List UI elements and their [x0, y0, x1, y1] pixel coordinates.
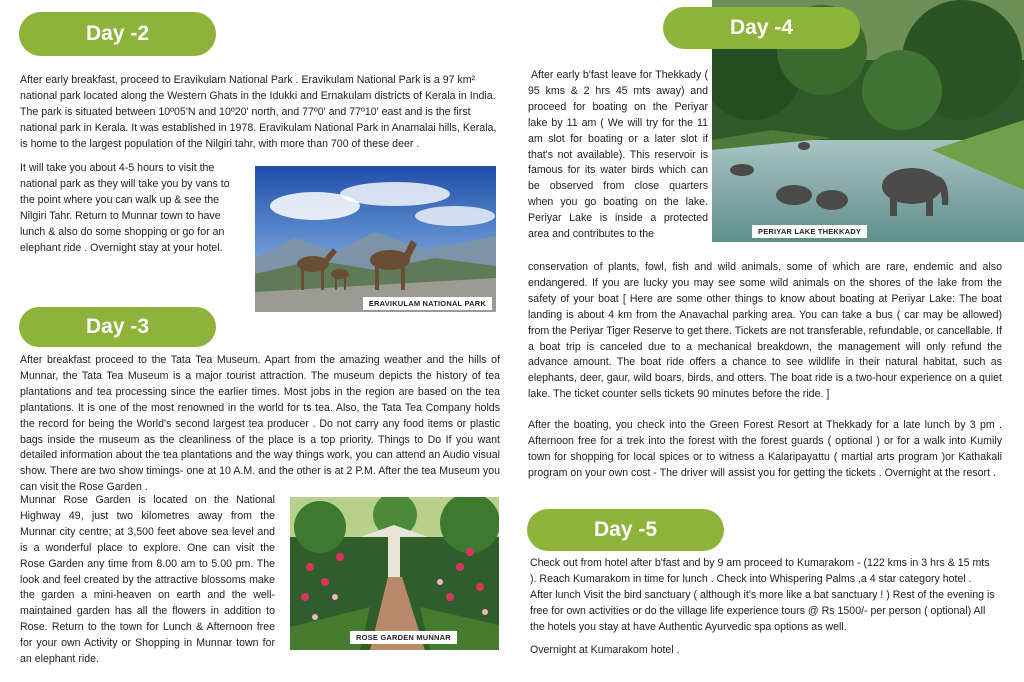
eravikulam-caption: ERAVIKULAM NATIONAL PARK	[363, 297, 492, 310]
day-4-label: Day -4	[729, 16, 794, 39]
day-5-kumarakom-text: Check out from hotel after b'fast and by 9 am proceed to Kumarakom - (122 kms in 3 hrs & 15 mts ). Reach Kumarakom in time for lunch . Check into Whispering Palms ,a 4 star category hotel . After lunch Visit the bird sanctuary ( although it's more like a bat sanctuary ! ) Rest of the evening is free for own activities or do the village life experience tours @ Rs 1500/- per person ( optional) All the hotels you stay at have Authentic Ayurvedic spa options as well.	[530, 557, 995, 633]
day-4-badge	[663, 7, 860, 49]
day-5-badge	[527, 509, 724, 551]
day-2-details-text: It will take you about 4-5 hours to visit the national park as they will take you by vans to the point where you can walk up & see the Nilgiri Tahr. Return to Munnar town to have lunch & also do some shopping or go for an elephant ride . Overnight stay at your hotel.	[20, 162, 230, 254]
day-3-label: Day -3	[85, 315, 150, 338]
periyar-lake-caption: PERIYAR LAKE THEKKADY	[752, 225, 867, 238]
day-3-badge	[19, 307, 216, 347]
day-4-periyar-boating-text: conservation of plants, fowl, fish and wild animals, some of which are rare, endemic and also endangered. If you are lucky you may see some wild animals on the shores of the lake from the safety of your boat [ Here are some other things to know about boating at Periyar Lake: The boat landing is about 4 km from the Anavachal parking area. You can take a bus ( car may be allowed) from the Periyar Tiger Reserve to get there. Tickets are not transferable, refundable, or cancellable. If a boat trip is canceled due to a mechanical breakdown, the management will only refund the advance amount. The boat ride offers a chance to see wildlife in their natural habitat, such as elephants, deer, gaur, wild boars, birds, and otters. The boat ride is a two-hour experience on a quiet lake. The ticket counter sells tickets 90 minutes before the ride. ]	[528, 261, 1002, 401]
day-2-intro-text: After early breakfast, proceed to Eravikulam National Park . Eravikulam National Park is a 97 km² national park located along the Western Ghats in the Idukki and Ernakulam districts of Kerala in India. The park is situated between 10º05'N and 10º20' north, and 77º0' and 77º10' east and is the first national park in Kerala. It was established in 1978. Eravikulam National Park in Anamalai hills, Kerala, is home to the largest population of the Nilgiri tahr, with more than 700 of these deer .	[20, 74, 497, 150]
day-2-label: Day -2	[85, 22, 150, 45]
day-4-thekkady-text: After early b'fast leave for Thekkady ( 95 kms & 2 hrs 45 mts away) and proceed for boating on the Periyar lake by 11 am ( We will try for the 11 am slot for boating or a later slot if that's not available). This reservoir is famous for its water birds which can be observed from close quarters when you go boating on the lake. Periyar Lake is inside a protected area and contributes to the	[528, 69, 708, 241]
day-5-overnight-text: Overnight at Kumarakom hotel .	[530, 644, 680, 656]
day-4-resort-text: After the boating, you check into the Green Forest Resort at Thekkady for a late lunch by 3 pm . Afternoon free for a trek into the forest with the forest guards ( optional ) or for a walk into Kumily town for shopping for local spices or to witness a Kalaripayattu ( martial arts program )or Kathakali program on your own cost - The driver will assist you for getting the tickets . Overnight at the resort .	[528, 419, 1002, 479]
day-2-badge	[19, 12, 216, 56]
day-3-museum-text: After breakfast proceed to the Tata Tea Museum. Apart from the amazing weather and the hills of Munnar, the Tata Tea Museum is a major tourist attraction. The museum depicts the history of tea plantations and tea processing since the earlier times. Most jobs in the region are based on the tea plantations. It is one of the most renowned in the world for ts tea. Also, the Tata Tea Company holds the record for being the World's second largest tea producer . Do not carry any food items or plastic bags inside the museum as the cleanliness of the place is a top priority. Things to Do If you want detailed information about the tea plantations and the way things work, you can attend an Audio visual show. There are two show timings- one at 10 A.M. and the other is at 2 P.M. After the tea Museum you can visit the Rose Garden .	[20, 354, 500, 494]
rose-garden-photo	[290, 497, 499, 650]
rose-garden-caption: ROSE GARDEN MUNNAR	[350, 631, 457, 644]
rose-garden-image	[290, 497, 499, 650]
day-3-rose-garden-text: Munnar Rose Garden is located on the National Highway 49, just two kilometres away from the Munnar city centre; at 3,500 feet above sea level and is a wonderful place to explore. One can visit the Rose Garden any time from 8.00 am to 5.00 pm. The look and feel created by the attractive blossoms make the garden a mini-heaven on earth and the well-maintained garden has all the flowers in addition to Rose. Return to the town for Lunch & Afternoon free for your own Activity or Shopping in Munnar town for an elephant ride.	[20, 494, 275, 666]
day-5-label: Day -5	[593, 518, 658, 541]
eravikulam-photo	[255, 166, 496, 312]
nilgiri-tahr-image	[255, 166, 496, 312]
